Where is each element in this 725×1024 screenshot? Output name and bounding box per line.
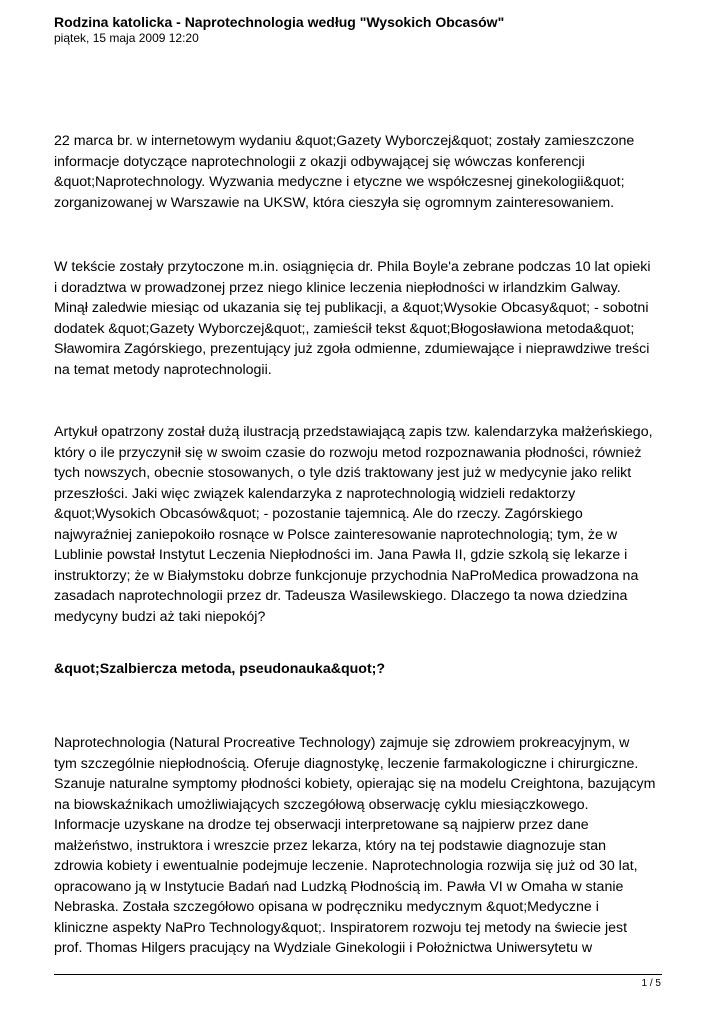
paragraph-1	[54, 131, 634, 213]
text-line: Szanuje naturalne symptomy płodności kobiety, opierając się na modelu Creightona, bazującym	[54, 776, 656, 792]
text-line: tym szczególnie niepłodnością. Oferuje diagnostykę, leczenie farmakologiczne i chirurgiczne.	[54, 755, 639, 772]
text-line: Artykuł opatrzony został dużą ilustracją przedstawiającą zapis tzw. kalendarzyka małżeńskiego,	[54, 424, 653, 440]
text-line: Minął zaledwie miesiąc od ukazania się tej publikacji, a &quot;Wysokie Obcasy&quot; - sobotni	[54, 300, 649, 316]
paragraph-3	[54, 422, 653, 627]
text-line: dodatek &quot;Gazety Wyborczej&quot;, zamieścił tekst &quot;Błogosławiona metoda&quot;	[54, 320, 635, 337]
text-line: zdrowia kobiety i ewentualnie podejmuje leczenie. Naprotechnologia rozwija się już od 30 lat,	[54, 858, 638, 874]
text-line: opracowano ją w Instytucie Badań nad Ludzką Płodnością im. Pawła VI w Omaha w stanie	[54, 878, 624, 895]
text-line: zorganizowanej w Warszawie na UKSW, która cieszyła się ogromnym zainteresowaniem.	[54, 194, 615, 211]
document-date: piątek, 15 maja 2009 12:20	[54, 31, 199, 45]
text-line: Nebraska. Została szczegółowo opisana w podręczniku medycznym &quot;Medyczne i	[54, 899, 599, 915]
text-line: 22 marca br. w internetowym wydaniu &quot;Gazety Wyborczej&quot; zostały zamieszczone	[54, 133, 635, 149]
text-line: małżeństwo, instruktora i wreszcie przez lekarza, który na tej podstawie diagnozuje stan	[54, 837, 606, 854]
section-heading: &quot;Szalbiercza metoda, pseudonauka&quot;?	[54, 661, 386, 677]
text-line: &quot;Wysokich Obcasów&quot; - pozostanie tajemnicą. Ale do rzeczy. Zagórskiego	[54, 506, 583, 522]
text-line: Lublinie powstał Instytut Leczenia Niepłodności im. Jana Pawła II, gdzie szkolą się lekarze i	[54, 547, 628, 563]
footer-divider	[54, 974, 662, 975]
text-line: kliniczne aspekty NaPro Technology&quot;. Inspiratorem rozwoju tej metody na świecie jest	[54, 919, 628, 936]
text-line: na biowskaźnikach umożliwiających szczegółową obserwację cyklu miesiączkowego.	[54, 796, 589, 813]
text-line: który o ile przyczynił się w swoim czasie do rozwoju metod rozpoznawania płodności, również	[54, 444, 642, 461]
text-line: instruktorzy; że w Białymstoku dobrze funkcjonuje przychodnia NaProMedica prowadzona na	[54, 567, 639, 584]
text-line: najwyraźniej zaniepokoiło rosnące w Polsce zainteresowanie naprotechnologią; tym, że w	[54, 526, 618, 543]
text-line: Sławomira Zagórskiego, prezentujący już zgoła odmienne, zdumiewające i nieprawdziwe treści	[54, 341, 650, 357]
paragraph-2	[54, 257, 651, 380]
text-line: informacje dotyczące naprotechnologii z okazji odbywającej się wówczas konferencji	[54, 153, 585, 170]
text-line: W tekście zostały przytoczone m.in. osiągnięcia dr. Phila Boyle'a zebrane podczas 10 lat opieki	[54, 259, 651, 275]
document-header	[54, 14, 674, 46]
text-line: zasadach naprotechnologii przez dr. Tadeusza Wasilewskiego. Dlaczego ta nowa dziedzina	[54, 588, 628, 604]
text-line: medycyny budzi aż taki niepokój?	[54, 608, 266, 625]
text-line: prof. Thomas Hilgers pracujący na Wydziale Ginekologii i Położnictwa Uniwersytetu w	[54, 940, 593, 956]
page-number: 1 / 5	[641, 978, 661, 989]
text-line: na temat metody naprotechnologii.	[54, 361, 272, 378]
text-line: Naprotechnologia (Natural Procreative Technology) zajmuje się zdrowiem prokreacyjnym, w	[54, 735, 630, 751]
text-line: tych nowszych, obecnie stosowanych, o tyle dziś traktowany jest już w medycynie jako relikt	[54, 465, 632, 481]
paragraph-4	[54, 733, 655, 959]
text-line: &quot;Naprotechnology. Wyzwania medyczne i etyczne we współczesnej ginekologii&quot;	[54, 174, 625, 190]
text-line: i doradztwa w prowadzonej przez niego klinice leczenia niepłodności w irlandzkim Galway.	[54, 279, 621, 296]
text-line: przeszłości. Jaki więc związek kalendarzyka z naprotechnologią widzieli redaktorzy	[54, 485, 576, 502]
document-title: Rodzina katolicka - Naprotechnologia według "Wysokich Obcasów"	[54, 14, 505, 30]
text-line: Informacje uzyskane na drodze tej obserwacji interpretowane są najpierw przez dane	[54, 817, 589, 833]
